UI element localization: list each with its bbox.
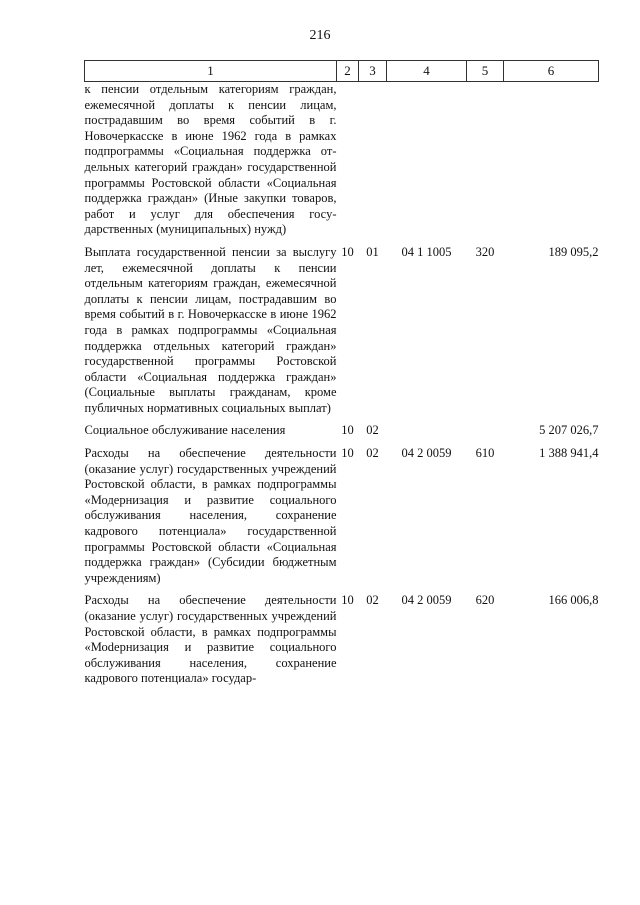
row-subsection: 02 <box>366 446 379 461</box>
row-amount: 5 207 026,7 <box>539 423 599 438</box>
column-header-5: 5 <box>467 61 504 82</box>
row-target-code <box>387 82 467 245</box>
row-section: 10 <box>341 593 354 608</box>
table-row <box>85 82 599 245</box>
row-target-code: 04 2 0059 <box>401 593 452 608</box>
row-subsection: 02 <box>366 593 379 608</box>
row-subsection <box>359 82 387 245</box>
row-section: 10 <box>341 423 354 438</box>
row-description: Выплата государственной пенсии за выслугу лет, ежемесячной доплаты к пенсии отдельным категориям граждан, ежемесячной доплаты к пенсии лицам, пострадавшим во время событий в г. Новочеркасске в июне 1962 года в рамках подпрограммы «Социальная поддержка отдельных категорий граждан» государственной программы Ростовской области «Социальная поддержка граждан» (Социальные выплаты гражданам, кроме публичных нормативных социальных выплат) <box>84 244 337 415</box>
table-header-row <box>85 61 599 82</box>
row-description: к пенсии отдельным категориям граждан, ежемесячной доплаты к пенсии лицам, пострадавшим во время событий в г. Новочеркасске в июне 1962 года в рамках подпрограммы «Социальная поддержка отдельных категорий граждан» государственной программы Ростовской области «Социальная поддержка граждан» (Иные закупки товаров, работ и услуг для обеспечения государственных (муниципальных) нужд) <box>84 82 337 237</box>
row-subsection: 02 <box>366 423 379 438</box>
table-row <box>85 423 599 446</box>
row-section: 10 <box>341 244 354 259</box>
row-target-code: 04 1 1005 <box>401 244 452 259</box>
row-target-code: 04 2 0059 <box>401 446 452 461</box>
row-description: Расходы на обеспечение деятельности (оказание услуг) государственных учреждений Ростовской области, в рамках подпрограммы «Модернизация и развитие социального обслуживания населения, сохранение кадрового потенциала» государственной программы Ростовской области «Социальная поддержка граждан» (Субсидии бюджетным учреждениям) <box>84 446 337 585</box>
row-section <box>337 82 359 245</box>
row-amount <box>504 82 599 245</box>
table-row <box>85 446 599 593</box>
row-expense-type <box>467 82 504 245</box>
row-description: Социальное обслуживание населения <box>84 423 286 438</box>
row-section: 10 <box>341 446 354 461</box>
row-expense-type: 320 <box>475 244 495 259</box>
column-header-4: 4 <box>387 61 467 82</box>
row-target-code <box>387 423 467 446</box>
column-header-1: 1 <box>85 61 337 82</box>
budget-table <box>84 60 599 694</box>
column-header-6: 6 <box>504 61 599 82</box>
row-amount: 166 006,8 <box>548 593 599 608</box>
row-amount: 189 095,2 <box>548 244 599 259</box>
row-amount: 1 388 941,4 <box>539 446 599 461</box>
column-header-2: 2 <box>337 61 359 82</box>
table-row <box>85 593 599 694</box>
row-description: Расходы на обеспечение деятельности (оказание услуг) государственных учреждений Ростовской области, в рамках подпрограммы «Моdернизация и развитие социального обслуживания населения, сохранение кадрового потенциала» государ- <box>84 593 337 686</box>
column-header-3: 3 <box>359 61 387 82</box>
row-expense-type <box>467 423 504 446</box>
table-row <box>85 245 599 424</box>
row-expense-type: 620 <box>475 593 495 608</box>
page-number: 216 <box>309 28 331 43</box>
row-subsection: 01 <box>366 244 379 259</box>
row-expense-type: 610 <box>475 446 495 461</box>
